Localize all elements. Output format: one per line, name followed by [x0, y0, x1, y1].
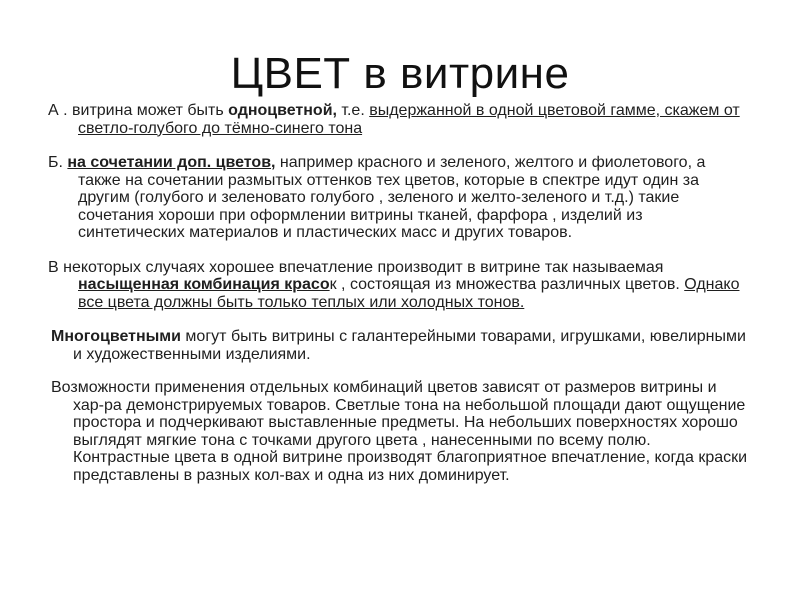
slide-title: ЦВЕТ в витрине — [230, 49, 570, 98]
paragraph-c-underlined: Однако все цвета должны быть только теплых или холодных тонов. — [78, 276, 740, 311]
paragraph-a-bold-term: одноцветной, — [228, 102, 337, 119]
paragraph-b — [48, 154, 748, 242]
paragraph-a — [48, 102, 748, 137]
paragraph-b-bold-term: на сочетании доп. цветов, — [67, 154, 276, 171]
paragraph-c — [48, 259, 748, 312]
paragraph-d-body: могут быть витрины с галантерейными товарами, игрушками, ювелирными и художественными изделиями. — [73, 328, 746, 363]
paragraph-c-lead: В некоторых случаях хорошее впечатление производит в витрине так называемая — [48, 258, 664, 276]
paragraph-d-bold-term: Многоцветными — [51, 328, 181, 345]
paragraph-c-body: к , состоящая из множества различных цветов. — [329, 276, 685, 293]
paragraph-d — [48, 328, 748, 363]
paragraph-a-lead: А . витрина может быть — [48, 102, 229, 119]
paragraph-e — [48, 379, 748, 484]
paragraph-b-lead: Б. — [48, 154, 68, 171]
paragraph-a-connector: т.е. — [336, 102, 370, 119]
slide-body — [48, 102, 748, 501]
paragraph-b-body: например красного и зеленого, желтого и фиолетового, а также на сочетании размытых оттенков тех цветов, которые в спектре идут один за другим (голубого и зеленовато голубого , зеленого и желто-зеленого и т.д.) такие сочетания хороши при оформлении витрины тканей, фарфора , изделий из синтетических материалов и пластических масс и других товаров. — [78, 154, 706, 241]
paragraph-c-bold-term: насыщенная комбинация красо — [78, 276, 330, 293]
paragraph-e-body: Возможности применения отдельных комбинаций цветов зависят от размеров витрины и хар-ра демонстрируемых товаров. Светлые тона на небольшой площади дают ощущение простора и подчеркивают выставленные предметы. На небольших поверхностях хорошо выглядят мягкие тона с точками другого цвета , нанесенными по всему полю. Контрастные цвета в одной витрине производят благоприятное впечатление, когда краски представлены в разных кол-вах и одна из них доминирует. — [51, 379, 748, 484]
paragraph-a-underlined: выдержанной в одной цветовой гамме, скажем от светло-голубого до тёмно-синего тона — [78, 102, 740, 137]
